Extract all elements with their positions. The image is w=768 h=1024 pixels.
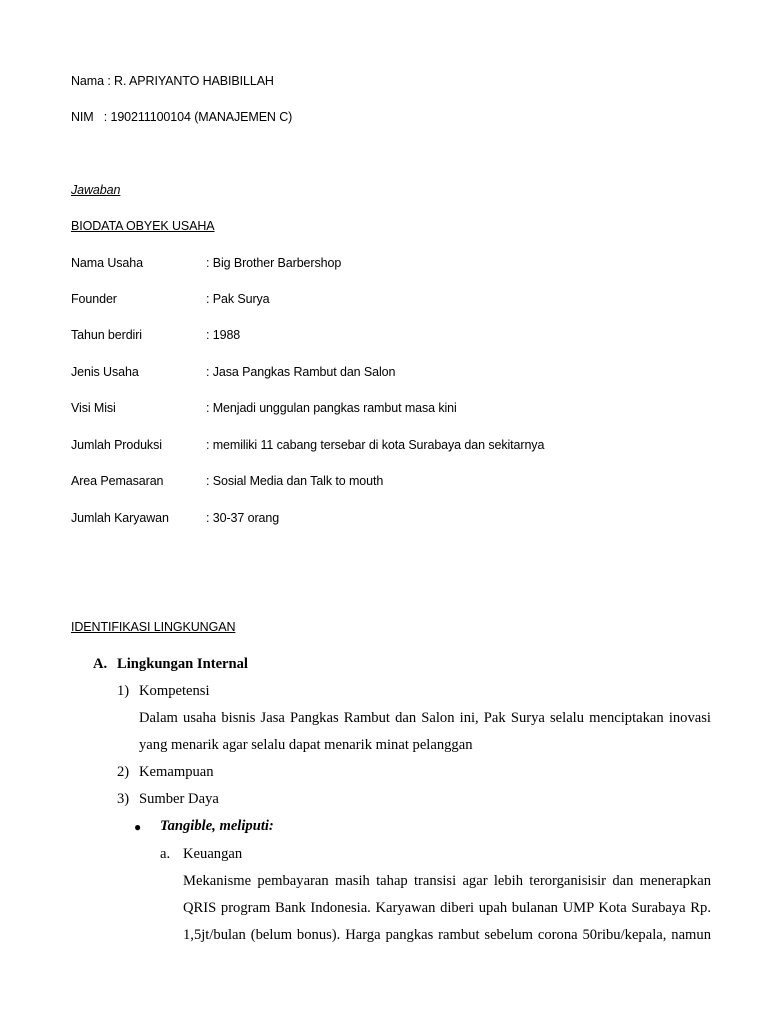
biodata-label: Jenis Usaha [71, 365, 139, 379]
biodata-label: Jumlah Karyawan [71, 511, 169, 525]
identifikasi-heading: IDENTIFIKASI LINGKUNGAN [71, 620, 236, 634]
bullet-icon: ● [134, 820, 142, 834]
sub-a-title: Keuangan [183, 846, 243, 862]
item-number: 3) [117, 791, 130, 807]
biodata-value: : Jasa Pangkas Rambut dan Salon [206, 365, 396, 379]
item-title-kemampuan: Kemampuan [139, 764, 214, 780]
student-name: Nama : R. APRIYANTO HABIBILLAH [71, 74, 274, 88]
biodata-label: Jumlah Produksi [71, 438, 162, 452]
biodata-label: Nama Usaha [71, 256, 143, 270]
item-number: 2) [117, 764, 130, 780]
biodata-heading: BIODATA OBYEK USAHA [71, 219, 215, 233]
biodata-label: Founder [71, 292, 117, 306]
item-number: 1) [117, 683, 130, 699]
keuangan-paragraph-line: Mekanisme pembayaran masih tahap transisi agar lebih terorganisisir dan menerapkan [183, 873, 711, 889]
biodata-value: : Sosial Media dan Talk to mouth [206, 474, 384, 488]
section-a-title: Lingkungan Internal [117, 656, 248, 672]
biodata-value: : Menjadi unggulan pangkas rambut masa kini [206, 401, 457, 415]
biodata-value: : Pak Surya [206, 292, 270, 306]
keuangan-paragraph-line: QRIS program Bank Indonesia. Karyawan diberi upah bulanan UMP Kota Surabaya Rp. [183, 900, 711, 916]
kompetensi-paragraph-line: Dalam usaha bisnis Jasa Pangkas Rambut dan Salon ini, Pak Surya selalu menciptakan inovasi [139, 710, 711, 726]
biodata-value: : Big Brother Barbershop [206, 256, 342, 270]
item-title-kompetensi: Kompetensi [139, 683, 210, 699]
student-nim: NIM : 190211100104 (MANAJEMEN C) [71, 110, 293, 124]
item-title-sumber-daya: Sumber Daya [139, 791, 219, 807]
biodata-value: : 30-37 orang [206, 511, 280, 525]
section-a-marker: A. [93, 656, 108, 672]
biodata-label: Area Pemasaran [71, 474, 164, 488]
keuangan-paragraph-line: 1,5jt/bulan (belum bonus). Harga pangkas rambut sebelum corona 50ribu/kepala, namun [183, 927, 711, 943]
biodata-value: : 1988 [206, 328, 241, 342]
tangible-label: Tangible, meliputi: [160, 818, 274, 834]
kompetensi-paragraph-line: yang menarik agar selalu dapat menarik minat pelanggan [139, 737, 473, 753]
biodata-value: : memiliki 11 cabang tersebar di kota Surabaya dan sekitarnya [206, 438, 545, 452]
jawaban-label: Jawaban [71, 183, 121, 197]
biodata-label: Visi Misi [71, 401, 116, 415]
biodata-label: Tahun berdiri [71, 328, 142, 342]
sub-a-marker: a. [160, 846, 171, 862]
